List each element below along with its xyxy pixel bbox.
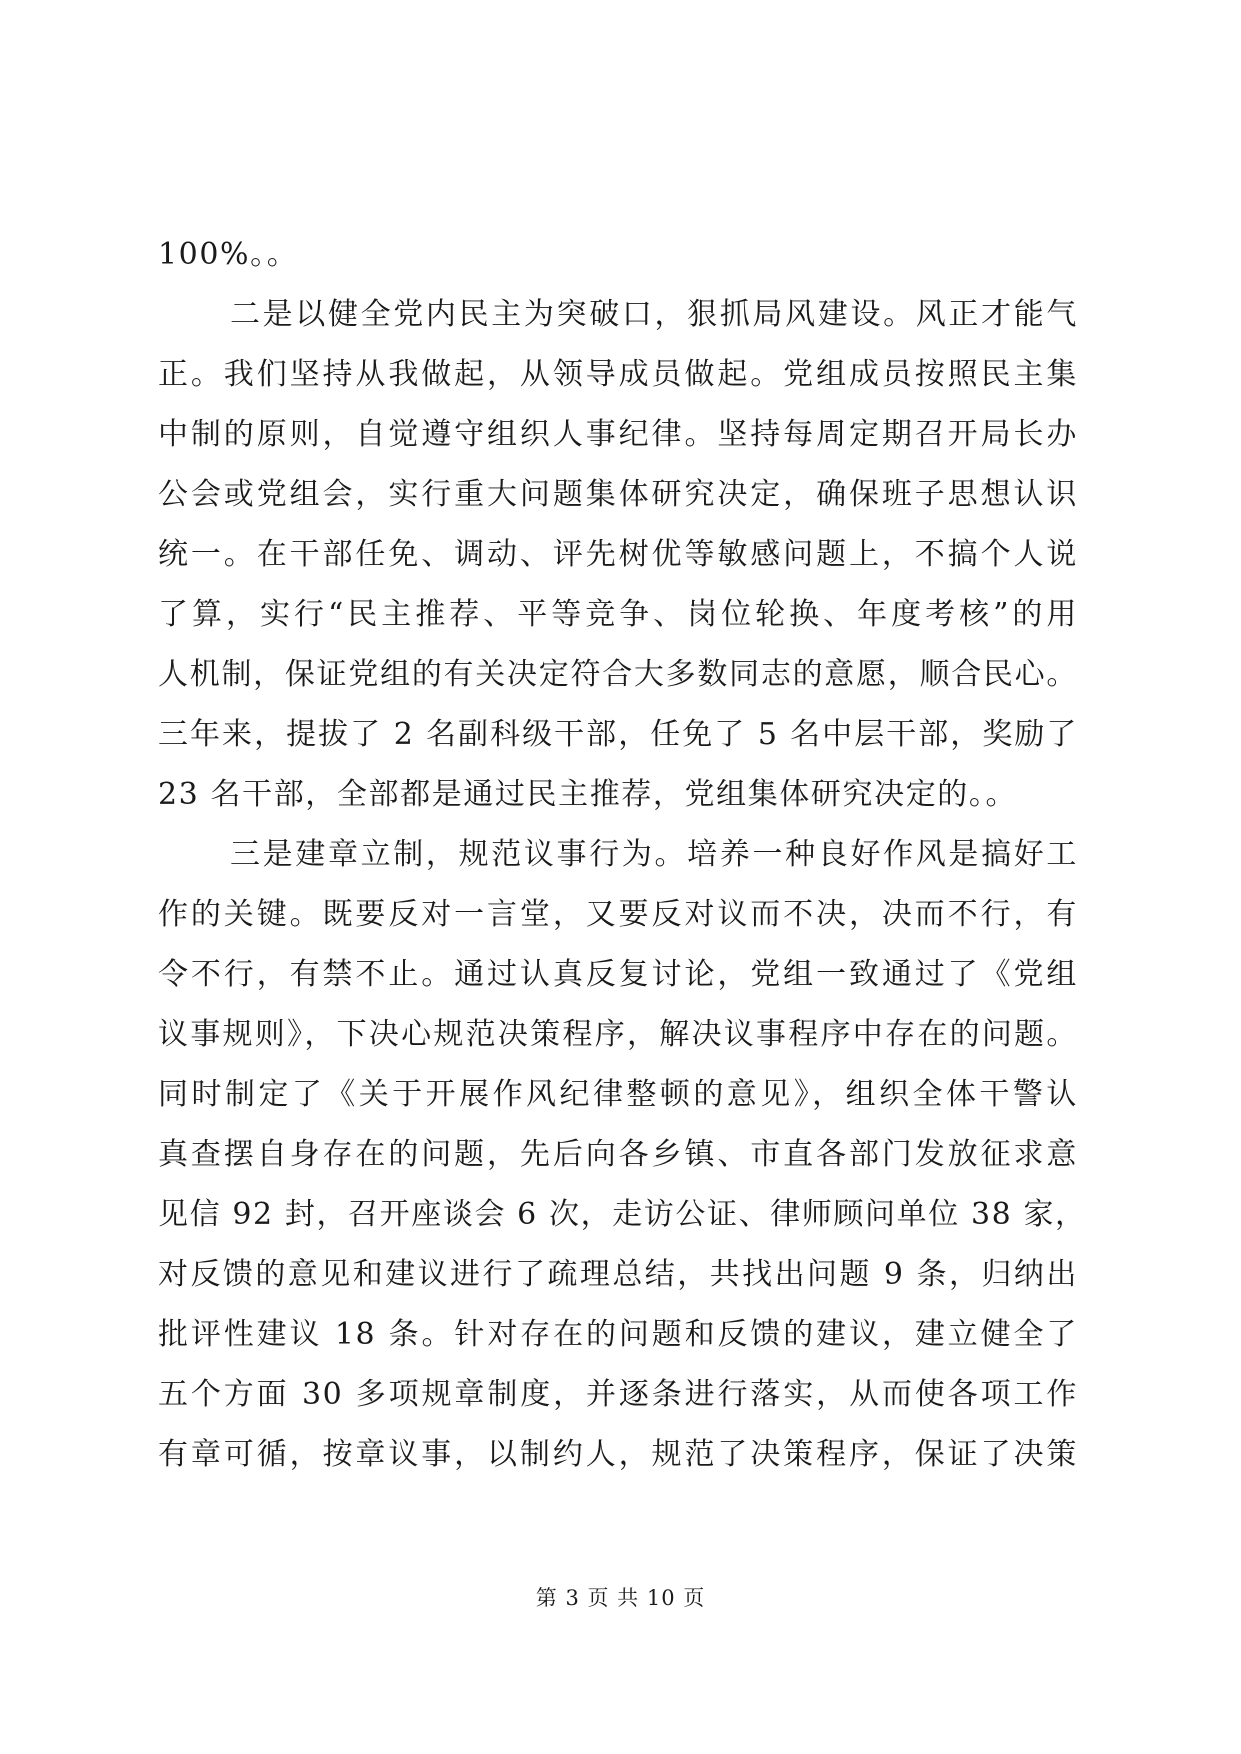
text-line: 真查摆自身存在的问题，先后向各乡镇、市直各部门发放征求意 <box>158 1137 1078 1172</box>
page-footer: 第 3 页 共 10 页 <box>535 1586 706 1610</box>
text-line: 23 名干部，全部都是通过民主推荐，党组集体研究决定的。。 <box>158 777 1018 812</box>
text-line: 二是以健全党内民主为突破口，狠抓局风建设。风正才能气 <box>230 297 1078 332</box>
text-line: 五个方面 30 多项规章制度，并逐条进行落实，从而使各项工作 <box>158 1377 1078 1412</box>
text-line: 三是建章立制，规范议事行为。培养一种良好作风是搞好工 <box>230 837 1078 872</box>
text-line: 公会或党组会，实行重大问题集体研究决定，确保班子思想认识 <box>158 477 1078 512</box>
text-line: 三年来，提拔了 2 名副科级干部，任免了 5 名中层干部，奖励了 <box>158 717 1078 752</box>
text-line: 有章可循，按章议事，以制约人，规范了决策程序，保证了决策 <box>158 1437 1078 1472</box>
text-line: 批评性建议 18 条。针对存在的问题和反馈的建议，建立健全了 <box>158 1317 1078 1352</box>
text-line: 正。我们坚持从我做起，从领导成员做起。党组成员按照民主集 <box>158 357 1078 392</box>
text-line: 议事规则》，下决心规范决策程序，解决议事程序中存在的问题。 <box>158 1017 1078 1052</box>
text-line: 统一。在干部任免、调动、评先树优等敏感问题上，不搞个人说 <box>158 537 1078 572</box>
text-line: 100%。。 <box>158 237 299 272</box>
text-line: 人机制，保证党组的有关决定符合大多数同志的意愿，顺合民心。 <box>158 657 1078 692</box>
text-line: 见信 92 封，召开座谈会 6 次，走访公证、律师顾问单位 38 家， <box>158 1197 1087 1232</box>
text-line: 中制的原则，自觉遵守组织人事纪律。坚持每周定期召开局长办 <box>158 417 1078 452</box>
text-line: 作的关键。既要反对一言堂，又要反对议而不决，决而不行，有 <box>158 897 1078 932</box>
text-line: 令不行，有禁不止。通过认真反复讨论，党组一致通过了《党组 <box>158 957 1078 992</box>
text-line: 对反馈的意见和建议进行了疏理总结，共找出问题 9 条，归纳出 <box>158 1257 1078 1292</box>
body-text <box>158 225 1087 1485</box>
text-line: 了算，实行“民主推荐、平等竞争、岗位轮换、年度考核”的用 <box>158 597 1078 632</box>
text-line: 同时制定了《关于开展作风纪律整顿的意见》，组织全体干警认 <box>158 1077 1078 1112</box>
